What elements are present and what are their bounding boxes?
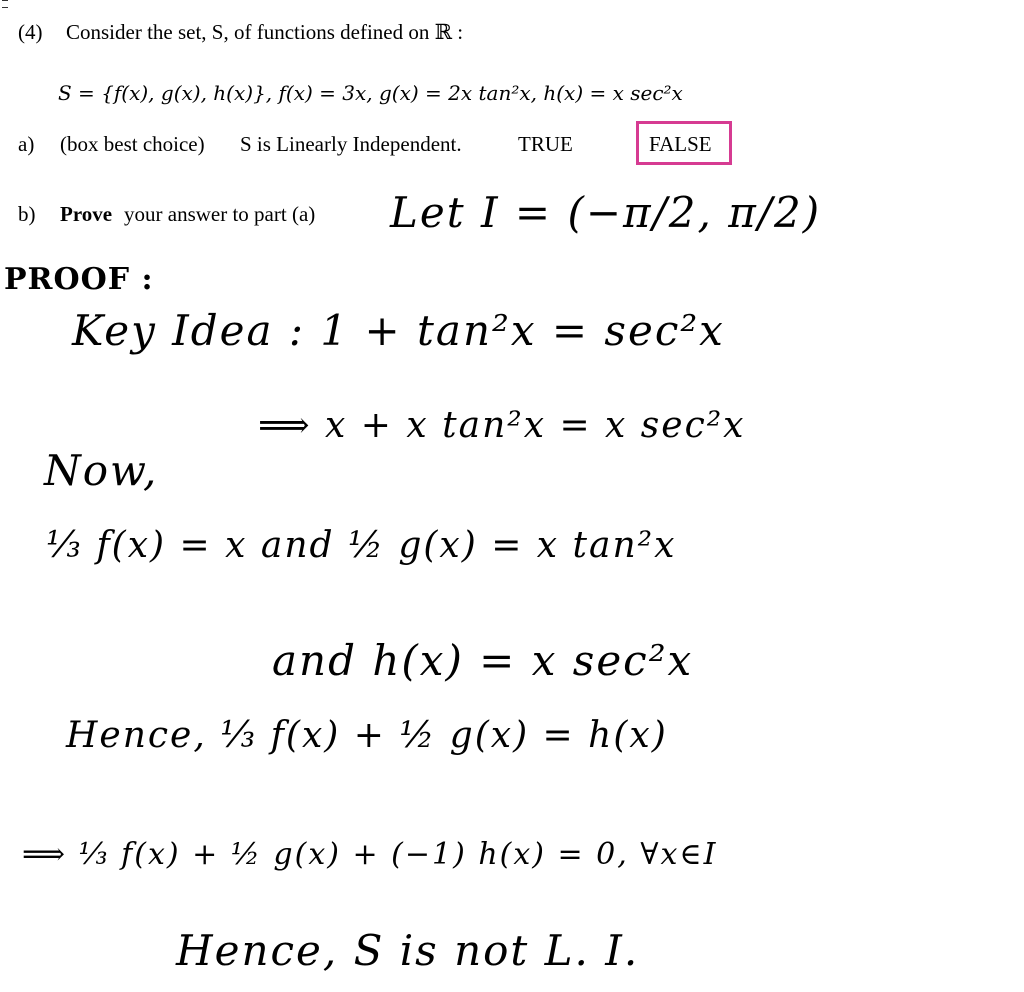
problem-number: (4): [18, 20, 43, 44]
part-a-instruction: (box best choice): [60, 132, 205, 156]
handwritten-proof-heading: PROOF :: [4, 262, 154, 297]
part-b-instruction: your answer to part (a): [124, 202, 316, 226]
handwritten-line-fg: ⅓ f(x) = x and ½ g(x) = x tan²x: [46, 525, 677, 566]
set-definition: S = {f(x), g(x), h(x)}, f(x) = 3x, g(x) = 2x tan²x, h(x) = x sec²x: [58, 81, 683, 105]
corner-mark: [2, 0, 8, 8]
handwritten-hence-sum: Hence, ⅓ f(x) + ½ g(x) = h(x): [66, 715, 668, 756]
option-false: FALSE: [649, 132, 712, 156]
part-a-label: a): [18, 132, 35, 156]
handwritten-key-idea: Key Idea : 1 + tan²x = sec²x: [72, 306, 725, 355]
handwritten-now: Now,: [44, 446, 159, 495]
handwritten-conclusion: Hence, S is not L. I.: [176, 926, 640, 975]
handwritten-final-relation: ⟹ ⅓ f(x) + ½ g(x) + (−1) h(x) = 0, ∀x∈I: [22, 837, 718, 872]
handwritten-implication: ⟹ x + x tan²x = x sec²x: [258, 405, 746, 446]
handwritten-interval: Let I = (−π/2, π/2): [390, 188, 822, 237]
part-b-prove-word: Prove: [60, 202, 113, 226]
part-a-statement: S is Linearly Independent.: [240, 132, 462, 156]
part-b-label: b): [18, 202, 36, 226]
option-true: TRUE: [518, 132, 573, 156]
handwritten-line-h: and h(x) = x sec²x: [272, 636, 694, 685]
problem-statement: Consider the set, S, of functions defined on ℝ :: [66, 20, 464, 44]
